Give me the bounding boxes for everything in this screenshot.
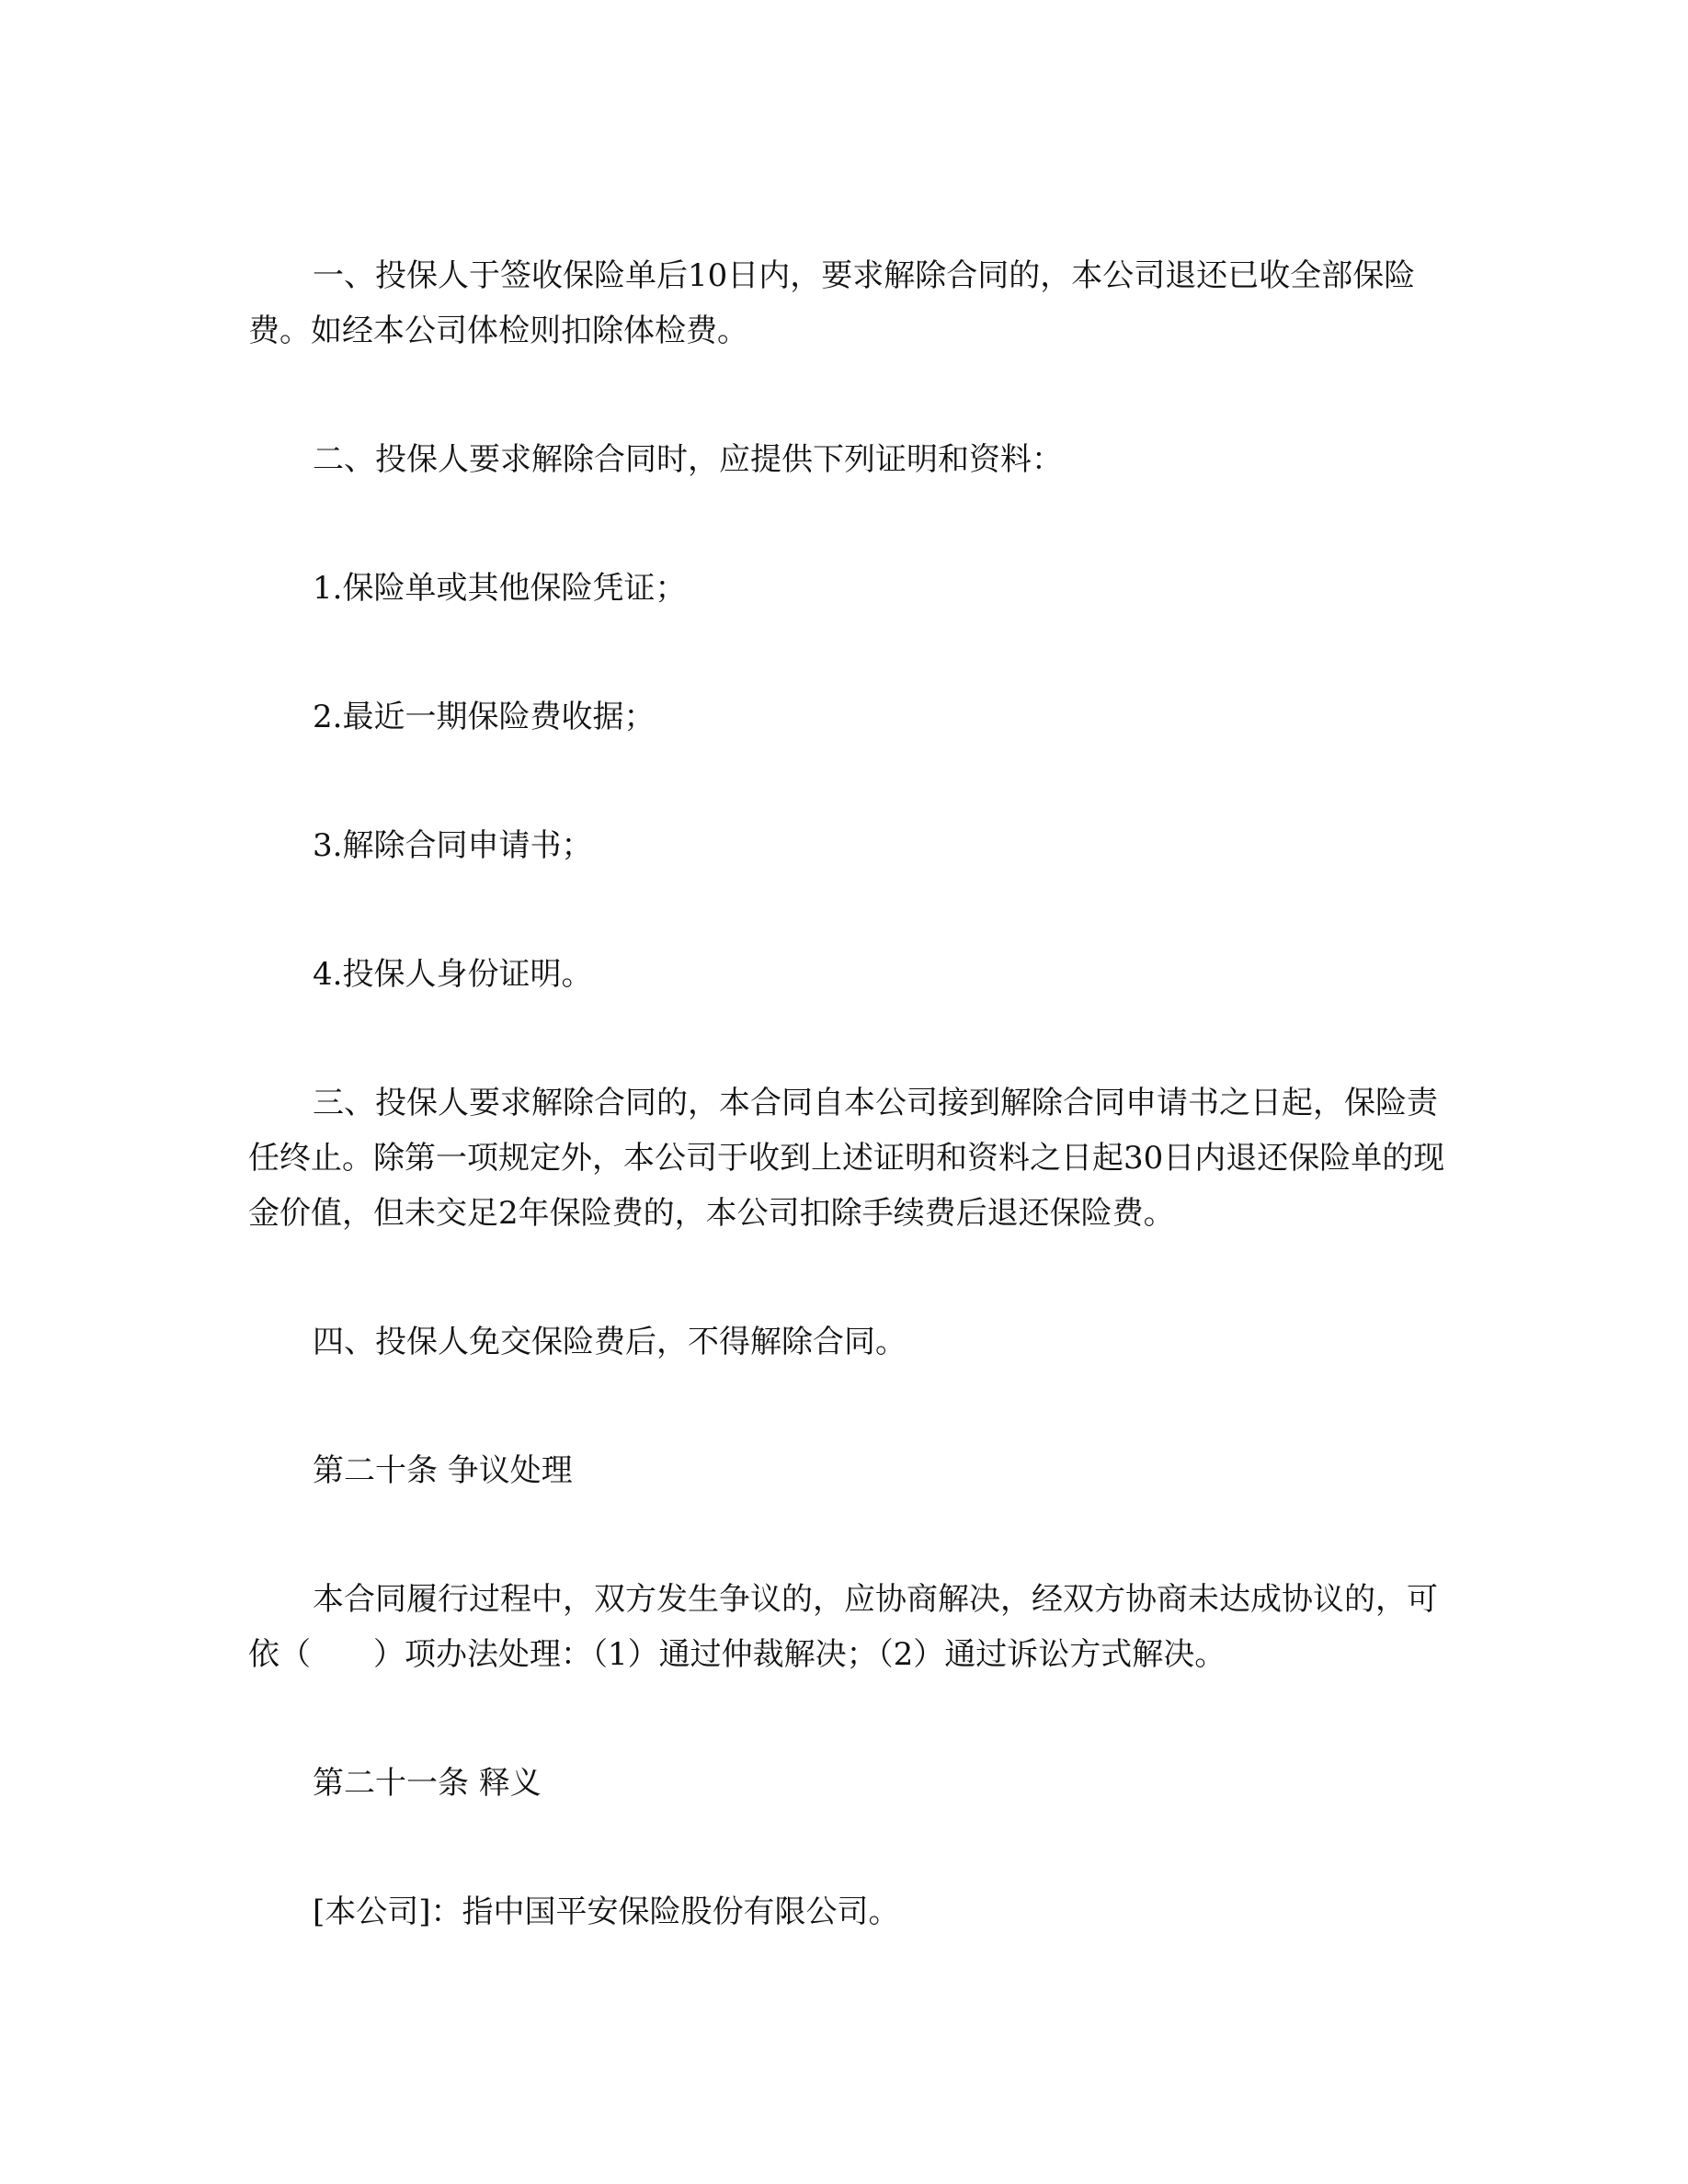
list-item-termination-application: 3.解除合同申请书； bbox=[313, 827, 593, 864]
list-item-premium-receipt: 2.最近一期保险费收据； bbox=[313, 699, 656, 735]
clause-premium-waiver: 四、投保人免交保险费后，不得解除合同。 bbox=[313, 1324, 907, 1360]
clause-liability-termination: 三、投保人要求解除合同的，本合同自本公司接到解除合同申请书之日起，保险责任终止。除第一项规定外，本公司于收到上述证明和资料之日起30日内退还保险单的现金价值，但未交足2年保险费的，本公司扣除手续费后退还保险费。 bbox=[248, 1085, 1445, 1232]
definition-company: [本公司]：指中国平安保险股份有限公司。 bbox=[313, 1894, 900, 1930]
clause-required-documents: 二、投保人要求解除合同时，应提供下列证明和资料： bbox=[313, 441, 1063, 478]
article-20-heading: 第二十条 争议处理 bbox=[313, 1452, 573, 1489]
list-item-policy-certificate: 1.保险单或其他保险凭证； bbox=[313, 570, 687, 607]
article-21-heading: 第二十一条 释义 bbox=[313, 1765, 542, 1802]
list-item-identity-proof: 4.投保人身份证明。 bbox=[313, 956, 593, 993]
clause-refund-within-10-days: 一、投保人于签收保险单后10日内，要求解除合同的，本公司退还已收全部保险费。如经本公司体检则扣除体检费。 bbox=[248, 257, 1416, 349]
document-body bbox=[248, 248, 1445, 1939]
article-20-body: 本合同履行过程中，双方发生争议的，应协商解决，经双方协商未达成协议的，可依（ ）项办法处理：（1）通过仲裁解决；（2）通过诉讼方式解决。 bbox=[248, 1581, 1438, 1673]
